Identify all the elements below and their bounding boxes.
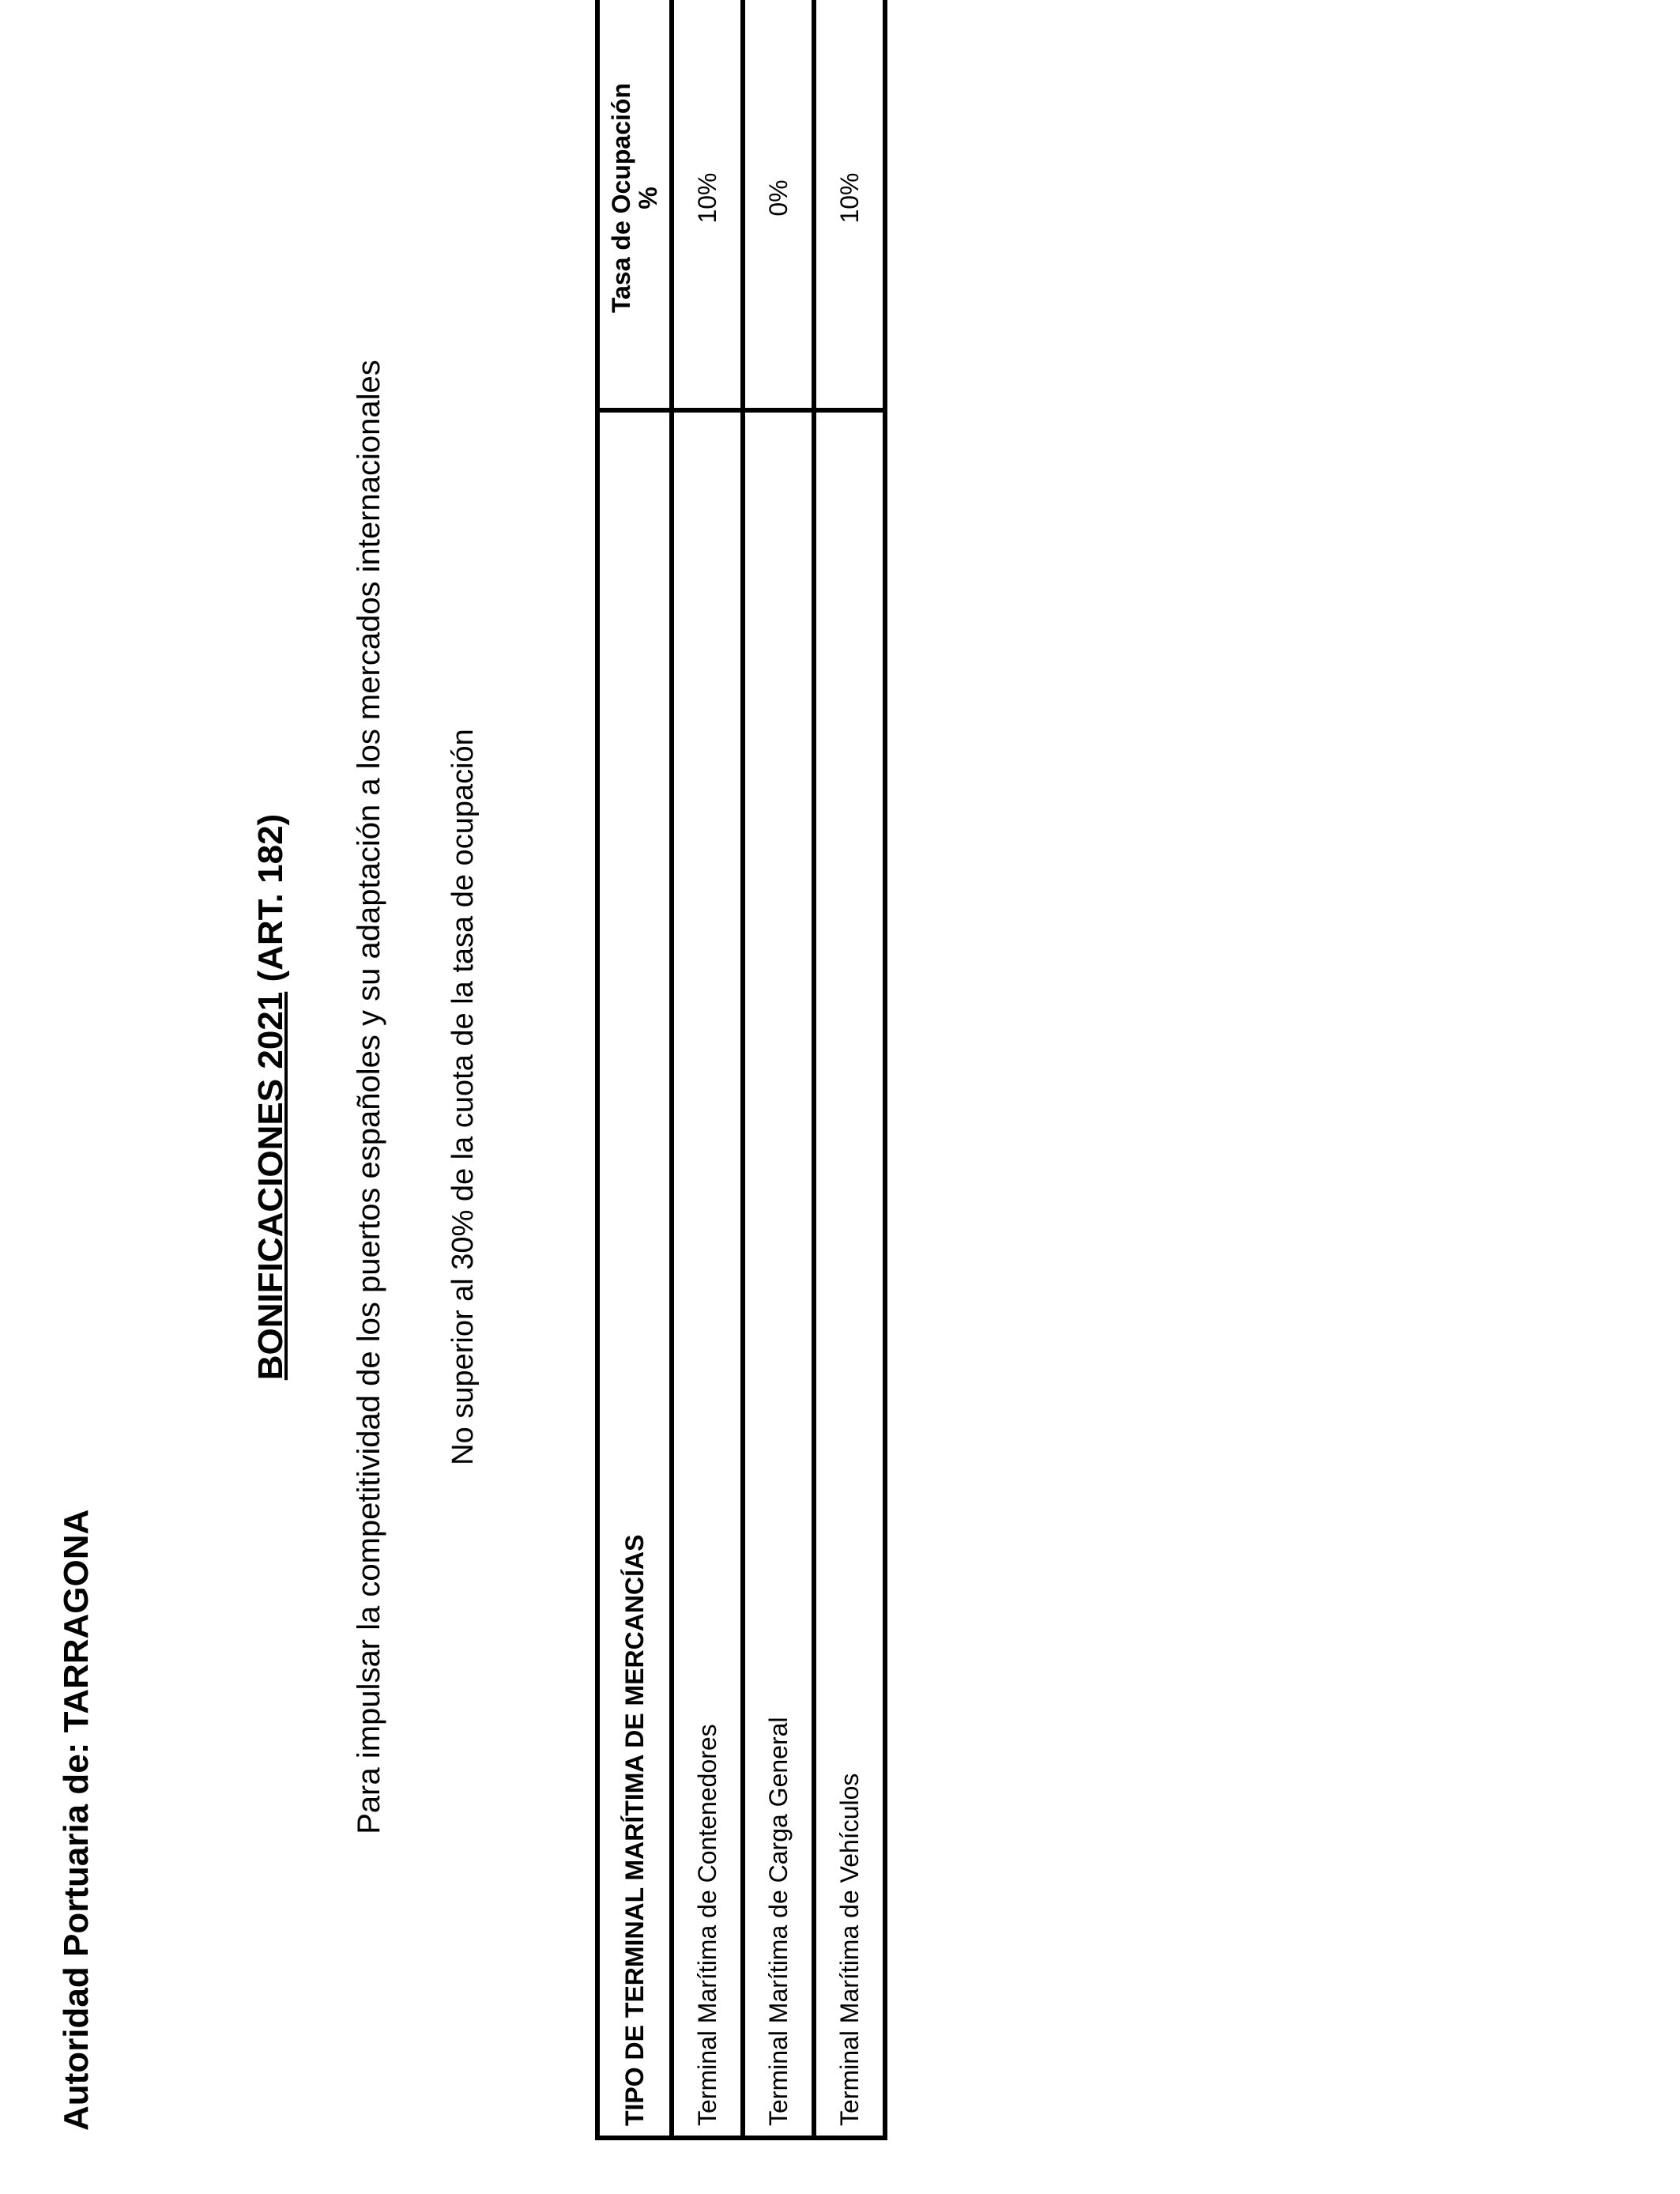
limit-text: No superior al 30% de la cuota de la tasa de ocupación — [446, 729, 480, 1465]
terminal-type-cell: Terminal Marítima de Vehículos — [814, 410, 885, 2138]
title-article: (ART. 182) — [251, 813, 290, 982]
terminal-rates-table — [595, 0, 887, 2140]
terminal-type-cell: Terminal Marítima de Contenedores — [672, 410, 743, 2138]
occupancy-rate-cell: 10% — [814, 0, 885, 410]
header-occupancy-rate — [597, 0, 672, 410]
header-rate-line1: Tasa de Ocupación — [607, 82, 635, 314]
table-header-row — [597, 0, 672, 2138]
purpose-text: Para impulsar la competitividad de los puertos españoles y su adaptación a los mercados internacionales — [352, 360, 386, 1834]
header-terminal-type: TIPO DE TERMINAL MARÍTIMA DE MERCANCÍAS — [597, 410, 672, 2138]
table-row — [814, 0, 885, 2138]
terminal-type-cell: Terminal Marítima de Carga General — [743, 410, 814, 2138]
table-row — [672, 0, 743, 2138]
header-rate-line2: % — [634, 187, 662, 209]
title-main: BONIFICACIONES 2021 — [251, 991, 290, 1381]
occupancy-rate-cell: 10% — [672, 0, 743, 410]
document-title — [251, 0, 291, 2194]
table-row — [743, 0, 814, 2138]
occupancy-rate-cell: 0% — [743, 0, 814, 410]
port-authority-heading: Autoridad Portuaria de: TARRAGONA — [57, 1509, 96, 2131]
